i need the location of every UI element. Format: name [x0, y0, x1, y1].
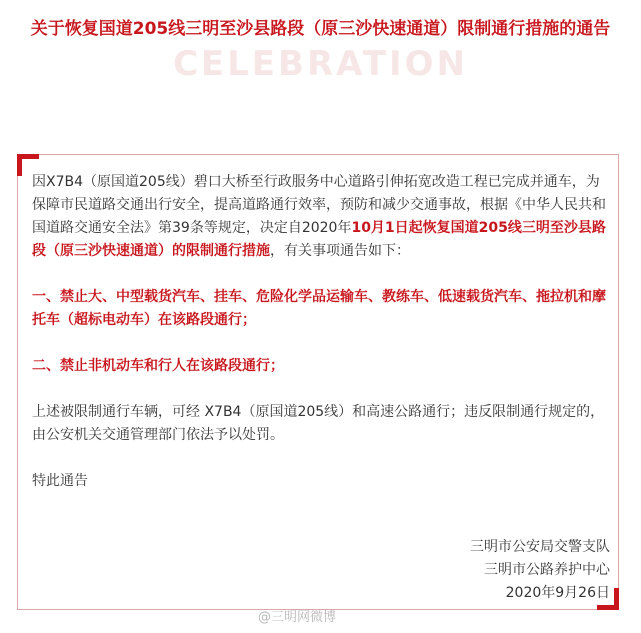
frame-corner-top-left-vertical — [17, 154, 22, 176]
intro-text: 因X7B4（原国道205线）碧口大桥至行政服务中心道路引伸拓宽改造工程已完成并通车，为保障市民道路交通出行安全，提高道路通行效率，预防和减少交通事故，根据《中华人民共和国道路交通安全法》第39条等规定，决定自2020年 — [32, 174, 606, 236]
restriction-item-1: 一、禁止大、中型载货汽车、挂车、危险化学品运输车、教练车、低速载货汽车、拖拉机和摩托车（超标电动车）在该路段通行； — [32, 289, 606, 328]
signature-date: 2020年9月26日 — [505, 585, 610, 601]
frame-corner-bottom-right-vertical — [614, 588, 619, 610]
signature-org-road-maintenance: 三明市公路养护中心 — [484, 562, 610, 578]
weibo-watermark: @三明网微博 — [258, 610, 337, 625]
signature-block — [470, 536, 610, 605]
notice-body — [32, 171, 612, 493]
intro-highlight: 10月1日起恢复国道205线三明至沙县路段（原三沙快速通道）的限制通行措施 — [32, 220, 606, 259]
intro-tail: ，有关事项通告如下： — [270, 243, 410, 259]
signature-org-traffic-police: 三明市公安局交警支队 — [470, 539, 610, 555]
title-area — [0, 8, 641, 84]
alternate-route-paragraph: 上述被限制通行车辆，可经 X7B4（原国道205线）和高速公路通行；违反限制通行规定的，由公安机关交通管理部门依法予以处罚。 — [32, 404, 605, 443]
intro-paragraph — [32, 171, 612, 263]
restriction-item-2: 二、禁止非机动车和行人在该路段通行； — [32, 358, 284, 374]
page-title: 关于恢复国道205线三明至沙县路段（原三沙快速通道）限制通行措施的通告 — [30, 19, 611, 39]
decorative-watermark: CELEBRATION — [172, 44, 469, 84]
closing-text: 特此通告 — [32, 473, 88, 489]
